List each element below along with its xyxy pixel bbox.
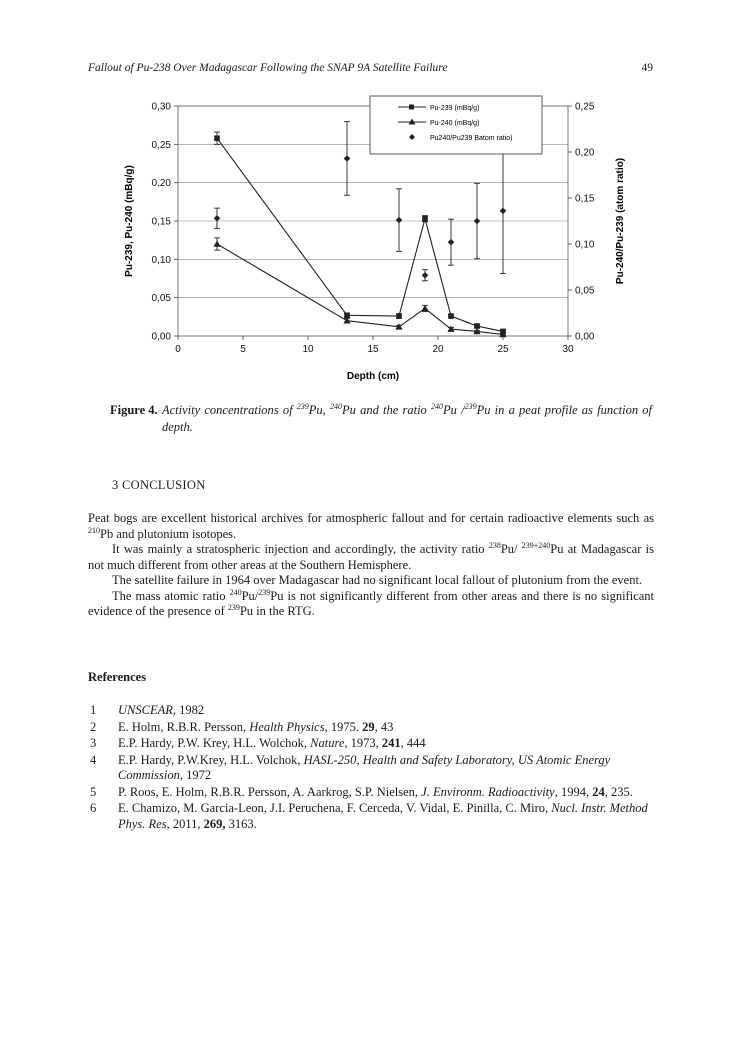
paragraph-4: The mass atomic ratio $^{240}$Pu/$^{239}$Pu is not significantly different from other areas and there is no significant evidence of the presence of $^{239}$Pu in the RTG.: [88, 587, 654, 618]
y-left-tick-label: 0,25: [151, 139, 171, 151]
reference-item: 2 E. Holm, R.B.R. Persson, Health Physics, 1975. 29, 43: [90, 719, 394, 734]
x-axis-label: Depth (cm): [346, 371, 400, 382]
legend-label-pu239: Pu-239 (mBq/g): [430, 105, 480, 112]
paragraph-2: It was mainly a stratospheric injection and accordingly, the activity ratio $^{238}$Pu/ $^{239+240}$Pu at Madagascar is not much different from other areas at the Southern Hemisphere.: [88, 541, 654, 572]
y-left-tick-label: 0,05: [151, 293, 171, 305]
depth-profile-chart: [112, 90, 642, 390]
x-tick-label: 5: [240, 344, 246, 355]
data-point-diamond: [422, 272, 429, 279]
series-line-square: [217, 138, 503, 331]
y-left-tick-label: 0,00: [151, 331, 171, 343]
paragraph-3: The satellite failure in 1964 over Madagascar had no significant local fallout of plutonium from the event.: [112, 573, 643, 587]
y-left-tick-label: 0,30: [151, 101, 171, 113]
running-title: Fallout of Pu-238 Over Madagascar Following the SNAP 9A Satellite Failure: [88, 62, 448, 74]
legend-label-pu240: Pu-240 (mBq/g): [430, 120, 480, 127]
y-right-tick-label: 0,05: [575, 285, 595, 297]
reference-list: [88, 703, 654, 833]
data-point-diamond: [474, 218, 481, 225]
data-point-diamond: [214, 215, 221, 222]
y-left-tick-label: 0,15: [151, 216, 171, 228]
y-left-tick-label: 0,20: [151, 178, 171, 190]
page-number: 49: [641, 62, 653, 74]
reference-item: 6 E. Chamizo, M. Garcia-Leon, J.I. Peruchena, F. Cerceda, V. Vidal, E. Pinilla, C. Miro, Nucl. Instr. Method Phys. Res, 2011, 269, 3163.: [90, 801, 648, 831]
data-point-diamond: [500, 208, 507, 215]
legend-label-ratio: Pu240/Pu239 Batom ratio): [430, 135, 513, 142]
figure-label: Figure 4.: [110, 403, 158, 417]
x-tick-label: 10: [302, 344, 314, 355]
figure-caption-text: Activity concentrations of $^{239}$Pu, $^{240}$Pu and the ratio $^{240}$Pu /$^{239}$Pu in a peat profile as function of depth.: [162, 402, 653, 434]
references-heading: References: [88, 670, 147, 684]
data-point-square: [422, 216, 428, 222]
chart-gridlines: [178, 144, 568, 297]
data-point-diamond: [396, 217, 403, 224]
chart-legend: [370, 96, 542, 154]
reference-item: 4 E.P. Hardy, P.W.Krey, H.L. Volchok, HASL-250, Health and Safety Laboratory, US Atomic Energy Commission, 1972: [90, 752, 611, 782]
y-right-tick-label: 0,00: [575, 331, 595, 343]
y-axis-left-label: Pu-239, Pu-240 (mBq/g): [124, 165, 135, 277]
conclusion-body: [88, 511, 654, 620]
legend-marker-pu239: [409, 105, 414, 110]
x-tick-label: 20: [432, 344, 444, 355]
data-point-square: [448, 313, 454, 319]
data-point-diamond: [344, 155, 351, 162]
y-right-tick-label: 0,10: [575, 239, 595, 251]
series-line-triangle: [217, 244, 503, 334]
reference-item: 5 P. Roos, E. Holm, R.B.R. Persson, A. Aarkrog, S.P. Nielsen, J. Environm. Radioactivity, 1994, 24, 235.: [90, 784, 633, 799]
running-header: [88, 62, 653, 78]
data-point-diamond: [448, 239, 455, 246]
x-tick-label: 25: [497, 344, 509, 355]
section-heading-conclusion: 3 CONCLUSION: [112, 478, 206, 492]
y-left-tick-label: 0,10: [151, 254, 171, 266]
y-right-tick-label: 0,25: [575, 101, 595, 113]
data-point-triangle: [213, 240, 220, 246]
x-tick-label: 15: [367, 344, 379, 355]
reference-item: 1 UNSCEAR, 1982: [90, 703, 205, 717]
y-right-tick-label: 0,15: [575, 193, 595, 205]
y-right-tick-label: 0,20: [575, 147, 595, 159]
data-point-square: [214, 135, 220, 141]
x-tick-label: 30: [562, 344, 574, 355]
paragraph-1: Peat bogs are excellent historical archives for atmospheric fallout and for certain radioactive elements such as $^{210}$Pb and plutonium isotopes.: [88, 511, 654, 541]
data-point-square: [396, 313, 402, 319]
reference-item: 3 E.P. Hardy, P.W. Krey, H.L. Wolchok, Nature, 1973, 241, 444: [90, 736, 426, 750]
x-tick-label: 0: [175, 344, 181, 355]
y-axis-right-label: Pu-240/Pu-239 (atom ratio): [615, 157, 626, 285]
